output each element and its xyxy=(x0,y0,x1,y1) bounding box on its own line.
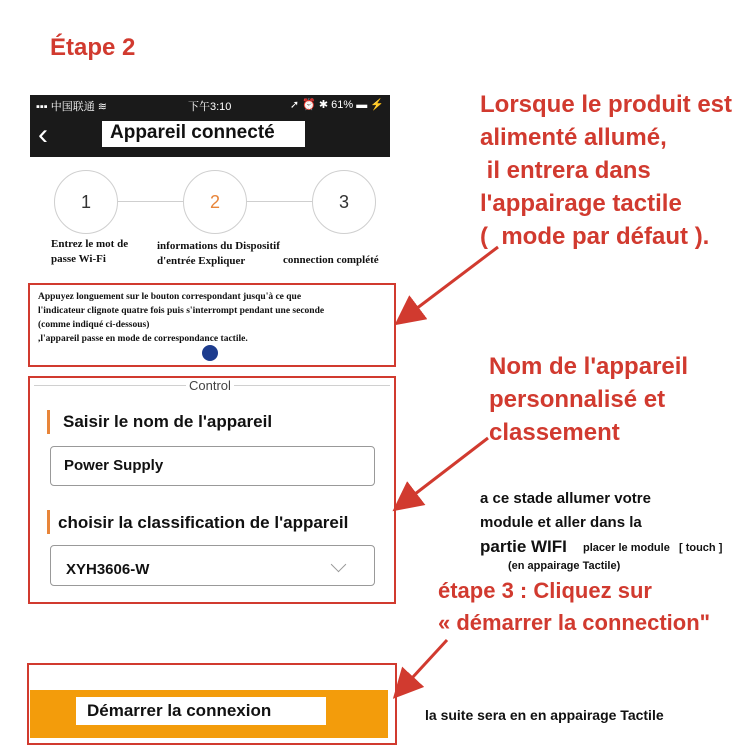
device-name-value: Power Supply xyxy=(64,457,164,474)
annotation-wifi-detail: placer le module [ touch ] xyxy=(583,542,723,554)
step-1-label: Entrez le mot de passe Wi-Fi xyxy=(51,238,129,265)
page-title: Appareil connecté xyxy=(110,122,275,143)
carrier-label: ▪▪▪ 中国联通 ≋ xyxy=(36,101,108,113)
annotation-power: Lorsque le produit est alimenté allumé, il entrera dans l'appairage tactile ( mode par défaut ). xyxy=(480,91,733,250)
step-1-circle: 1 xyxy=(54,170,118,234)
instruction-text: Appuyez longuement sur le bouton correspondant jusqu'à ce que l'indicateur clignote quatre fois puis s'interrompt pendant une seconde (comme indiqué ci-dessous) ,l'appareil passe en mode de correspondance tactile. xyxy=(38,292,325,344)
step-2-label: informations du Dispositif d'entrée Expliquer xyxy=(157,240,280,267)
connect-button-label: Démarrer la connexion xyxy=(87,701,272,720)
arrow-to-control xyxy=(402,438,488,504)
arrow-to-instruction xyxy=(404,247,498,318)
status-time: 下午3:10 xyxy=(188,101,232,113)
control-legend: Control xyxy=(186,378,234,393)
step-3-label: connection complété xyxy=(283,254,379,266)
annotation-name: Nom de l'appareil personnalisé et classement xyxy=(489,353,689,446)
arrow-to-connect xyxy=(401,640,447,690)
status-indicators: ➚ ⏰ ✱ 61% ▬ ⚡ xyxy=(289,99,384,111)
step-2-circle: 2 xyxy=(183,170,247,234)
device-class-value: XYH3606-W xyxy=(66,561,150,578)
step-2-heading: Étape 2 xyxy=(50,34,136,61)
annotation-wifi-mode: (en appairage Tactile) xyxy=(508,560,621,572)
annotation-wifi: a ce stade allumer votre module et aller dans la partie WIFI xyxy=(480,490,651,556)
footer-note: la suite sera en en appairage Tactile xyxy=(425,707,664,723)
device-name-label: Saisir le nom de l'appareil xyxy=(63,412,273,431)
device-class-label: choisir la classification de l'appareil xyxy=(58,513,349,532)
annotation-step-3: étape 3 : Cliquez sur « démarrer la connection" xyxy=(438,578,711,635)
step-3-circle: 3 xyxy=(312,170,376,234)
chevron-left-icon[interactable]: ‹ xyxy=(38,118,48,151)
